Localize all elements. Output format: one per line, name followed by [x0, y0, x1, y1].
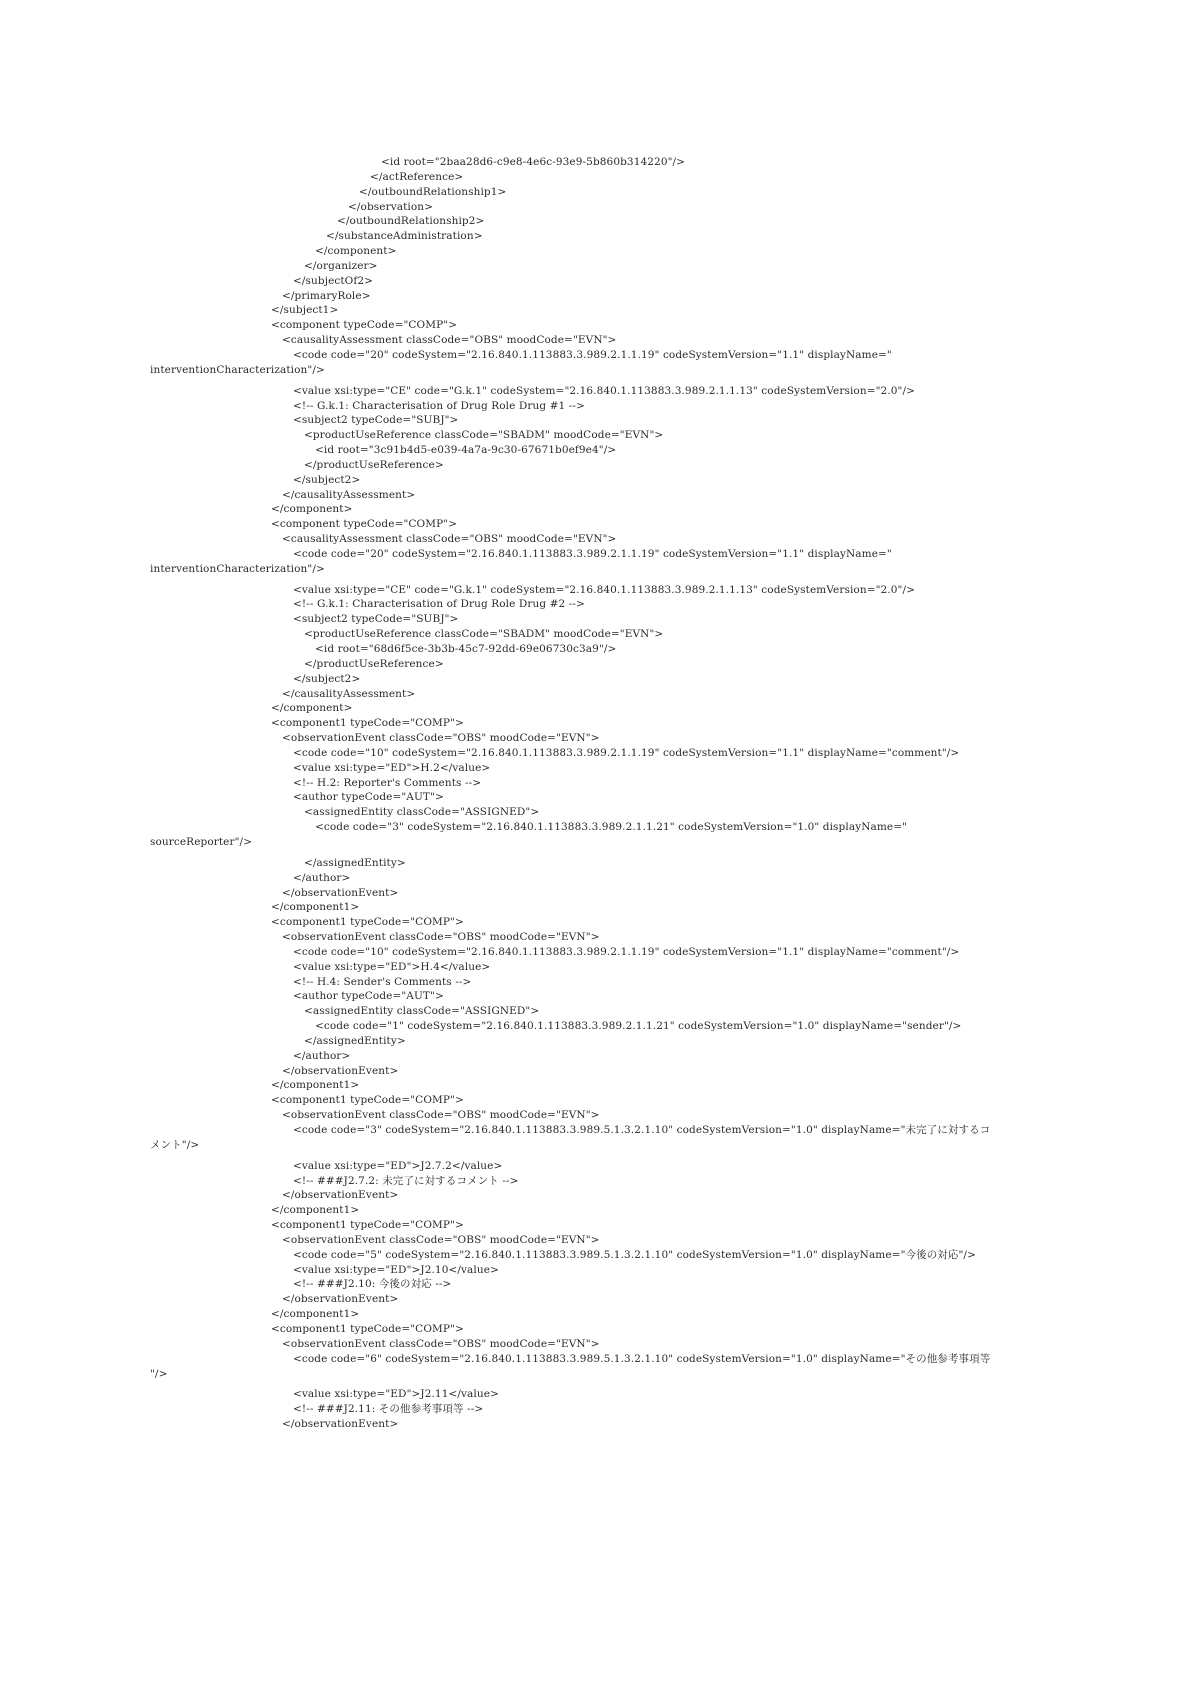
code-line: </organizer>: [304, 259, 378, 272]
code-line: </observationEvent>: [282, 886, 399, 899]
code-line: <observationEvent classCode="OBS" moodCode="EVN">: [282, 1109, 600, 1122]
code-line: <!-- G.k.1: Characterisation of Drug Role Drug #1 -->: [293, 399, 585, 412]
code-line: </primaryRole>: [282, 289, 371, 302]
code-line: </subjectOf2>: [293, 274, 374, 287]
code-line: <!-- ###J2.11: その他参考事項等 -->: [293, 1403, 484, 1416]
code-line: <code code="10" codeSystem="2.16.840.1.113883.3.989.2.1.1.19" codeSystemVersion="1.1" displayName="comment"/>: [293, 746, 960, 759]
code-line: </assignedEntity>: [304, 856, 406, 869]
code-line: interventionCharacterization"/>: [150, 562, 325, 575]
code-line: <observationEvent classCode="OBS" moodCode="EVN">: [282, 931, 600, 944]
code-line: <component1 typeCode="COMP">: [271, 916, 464, 929]
code-line: <value xsi:type="ED">J2.10</value>: [293, 1263, 499, 1276]
code-line: メント"/>: [150, 1138, 200, 1151]
code-line: </outboundRelationship1>: [359, 185, 507, 198]
code-line: <component typeCode="COMP">: [271, 319, 458, 332]
code-line: <observationEvent classCode="OBS" moodCode="EVN">: [282, 1337, 600, 1350]
code-line: "/>: [150, 1367, 168, 1380]
code-line: </observationEvent>: [282, 1189, 399, 1202]
code-line: <code code="3" codeSystem="2.16.840.1.113883.3.989.2.1.1.21" codeSystemVersion="1.0" displayName=": [315, 821, 908, 834]
code-line: </observationEvent>: [282, 1064, 399, 1077]
code-line: <code code="1" codeSystem="2.16.840.1.113883.3.989.2.1.1.21" codeSystemVersion="1.0" displayName="sender"/>: [315, 1020, 962, 1033]
code-line: <component1 typeCode="COMP">: [271, 1219, 464, 1232]
code-line: <productUseReference classCode="SBADM" moodCode="EVN">: [304, 628, 664, 641]
code-line: <component typeCode="COMP">: [271, 518, 458, 531]
code-line: </component>: [315, 245, 397, 258]
code-line: <code code="20" codeSystem="2.16.840.1.113883.3.989.2.1.1.19" codeSystemVersion="1.1" displayName=": [293, 547, 892, 560]
code-line: <component1 typeCode="COMP">: [271, 717, 464, 730]
code-line: </author>: [293, 871, 351, 884]
code-line: </causalityAssessment>: [282, 488, 416, 501]
code-line: </component1>: [271, 901, 360, 914]
code-line: <productUseReference classCode="SBADM" moodCode="EVN">: [304, 429, 664, 442]
code-line: <!-- H.2: Reporter's Comments -->: [293, 776, 482, 789]
code-line: <code code="6" codeSystem="2.16.840.1.113883.3.989.5.1.3.2.1.10" codeSystemVersion="1.0" displayName="その他参考事項等: [293, 1352, 991, 1365]
code-line: <code code="3" codeSystem="2.16.840.1.113883.3.989.5.1.3.2.1.10" codeSystemVersion="1.0" displayName="未完了に対するコ: [293, 1124, 991, 1136]
code-line: <subject2 typeCode="SUBJ">: [293, 613, 459, 626]
code-line: <id root="3c91b4d5-e039-4a7a-9c30-67671b0ef9e4"/>: [315, 444, 617, 457]
code-line: interventionCharacterization"/>: [150, 363, 325, 376]
code-line: <!-- ###J2.7.2: 未完了に対するコメント -->: [293, 1174, 519, 1187]
code-line: </observationEvent>: [282, 1293, 399, 1306]
code-line: </productUseReference>: [304, 657, 444, 670]
code-line: sourceReporter"/>: [150, 835, 253, 848]
code-line: </subject2>: [293, 672, 361, 685]
code-line: <code code="10" codeSystem="2.16.840.1.113883.3.989.2.1.1.19" codeSystemVersion="1.1" displayName="comment"/>: [293, 945, 960, 958]
code-line: <value xsi:type="ED">H.2</value>: [293, 761, 491, 774]
code-line: </component>: [271, 702, 353, 715]
code-line: </component1>: [271, 1079, 360, 1092]
code-line: <author typeCode="AUT">: [293, 990, 444, 1003]
code-line: <value xsi:type="CE" code="G.k.1" codeSystem="2.16.840.1.113883.3.989.2.1.1.13" codeSystemVersion="2.0"/>: [293, 583, 916, 596]
xml-code-listing: [150, 155, 1030, 1432]
code-line: </causalityAssessment>: [282, 687, 416, 700]
code-line: <author typeCode="AUT">: [293, 791, 444, 804]
code-line: </outboundRelationship2>: [337, 215, 485, 228]
code-line: <id root="2baa28d6-c9e8-4e6c-93e9-5b860b314220"/>: [381, 156, 686, 168]
code-line: <observationEvent classCode="OBS" moodCode="EVN">: [282, 1233, 600, 1246]
code-line: <code code="5" codeSystem="2.16.840.1.113883.3.989.5.1.3.2.1.10" codeSystemVersion="1.0" displayName="今後の対応"/>: [293, 1248, 976, 1261]
code-line: <id root="68d6f5ce-3b3b-45c7-92dd-69e06730c3a9"/>: [315, 643, 617, 655]
code-line: </component>: [271, 503, 353, 516]
code-line: <code code="20" codeSystem="2.16.840.1.113883.3.989.2.1.1.19" codeSystemVersion="1.1" displayName=": [293, 348, 892, 361]
code-line: <value xsi:type="CE" code="G.k.1" codeSystem="2.16.840.1.113883.3.989.2.1.1.13" codeSystemVersion="2.0"/>: [293, 384, 916, 397]
code-line: <subject2 typeCode="SUBJ">: [293, 414, 459, 427]
code-line: <assignedEntity classCode="ASSIGNED">: [304, 806, 540, 819]
code-line: <causalityAssessment classCode="OBS" moodCode="EVN">: [282, 533, 617, 546]
code-line: <!-- H.4: Sender's Comments -->: [293, 975, 472, 988]
code-line: <observationEvent classCode="OBS" moodCode="EVN">: [282, 732, 600, 745]
code-line: </observation>: [348, 200, 434, 213]
code-line: <value xsi:type="ED">J2.7.2</value>: [293, 1159, 503, 1172]
code-line: <component1 typeCode="COMP">: [271, 1094, 464, 1107]
code-line: </subject2>: [293, 473, 361, 486]
code-line: </component1>: [271, 1204, 360, 1217]
code-line: </subject1>: [271, 304, 339, 317]
code-line: </author>: [293, 1049, 351, 1062]
code-line: <!-- ###J2.10: 今後の対応 -->: [293, 1278, 452, 1291]
code-line: </component1>: [271, 1308, 360, 1321]
code-line: <causalityAssessment classCode="OBS" moodCode="EVN">: [282, 334, 617, 347]
code-line: </actReference>: [370, 170, 464, 183]
code-line: <assignedEntity classCode="ASSIGNED">: [304, 1005, 540, 1018]
code-line: <component1 typeCode="COMP">: [271, 1322, 464, 1335]
code-line: </assignedEntity>: [304, 1034, 406, 1047]
code-line: <value xsi:type="ED">J2.11</value>: [293, 1388, 499, 1401]
code-line: </productUseReference>: [304, 458, 444, 471]
code-line: </observationEvent>: [282, 1418, 399, 1431]
code-line: <value xsi:type="ED">H.4</value>: [293, 960, 491, 973]
code-line: </substanceAdministration>: [326, 230, 483, 243]
code-line: <!-- G.k.1: Characterisation of Drug Role Drug #2 -->: [293, 598, 585, 611]
